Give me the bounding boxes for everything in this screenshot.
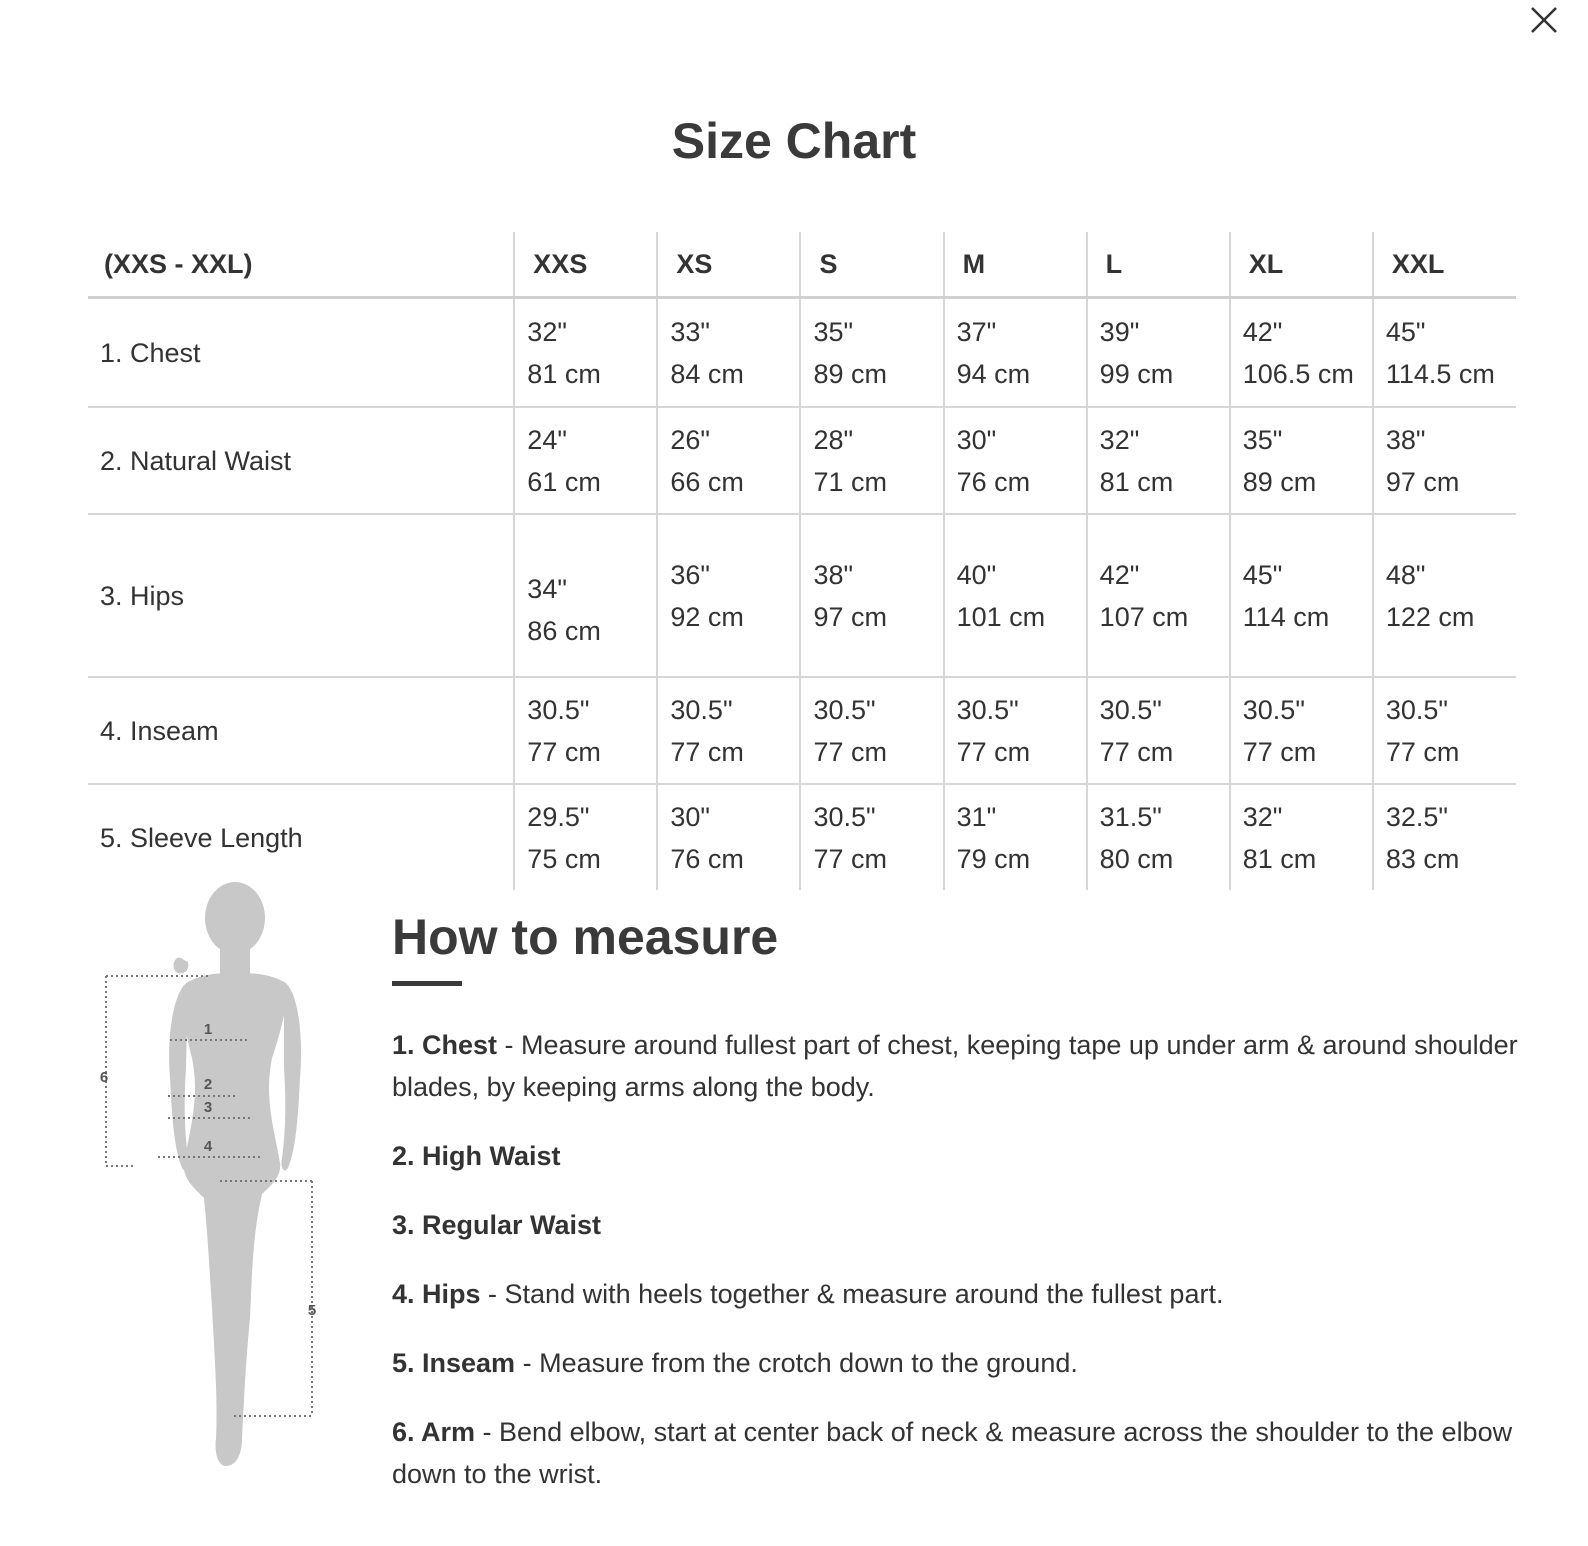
cell-cm: 77 cm: [527, 736, 601, 767]
cell-cm: 97 cm: [813, 601, 888, 632]
silhouette: [169, 882, 301, 1466]
cell-cm: 81 cm: [1099, 466, 1174, 497]
size-cell: [1087, 514, 1230, 677]
measure-step: [392, 1273, 1522, 1315]
size-cell: [514, 677, 657, 784]
size-cell: [514, 514, 657, 677]
size-header-xl: XL: [1230, 232, 1373, 298]
cell-cm: 86 cm: [527, 615, 601, 646]
size-cell: [514, 407, 657, 514]
marker-label-5: 5: [307, 1302, 317, 1319]
cell-inches: 32": [1242, 801, 1283, 832]
cell-cm: 99 cm: [1099, 358, 1174, 389]
size-cell: [1373, 407, 1516, 514]
cell-cm: 80 cm: [1099, 843, 1174, 874]
cell-inches: 30.5": [1099, 694, 1162, 725]
size-cell: [1373, 784, 1516, 890]
marker-label-1: 1: [203, 1021, 213, 1038]
cell-cm: 114 cm: [1242, 601, 1330, 632]
size-cell: [514, 298, 657, 408]
cell-cm: 81 cm: [1242, 843, 1317, 874]
cell-inches: 28": [813, 424, 854, 455]
cell-cm: 77 cm: [813, 843, 888, 874]
step-term: 2. High Waist: [392, 1141, 561, 1171]
cell-cm: 84 cm: [670, 358, 744, 389]
table-row: [88, 298, 1516, 408]
cell-inches: 30": [956, 424, 997, 455]
cell-inches: 38": [813, 559, 854, 590]
size-cell: [514, 784, 657, 890]
cell-cm: 77 cm: [1242, 736, 1317, 767]
size-cell: [1087, 784, 1230, 890]
table-row: [88, 514, 1516, 677]
cell-cm: 89 cm: [1242, 466, 1317, 497]
cell-cm: 66 cm: [670, 466, 744, 497]
size-cell: [1373, 677, 1516, 784]
cell-inches: 32.5": [1385, 801, 1448, 832]
heading-underline: [392, 981, 462, 986]
cell-inches: 35": [813, 316, 854, 347]
size-cell: [657, 407, 800, 514]
cell-cm: 61 cm: [527, 466, 601, 497]
cell-cm: 114.5 cm: [1385, 358, 1495, 389]
cell-inches: 30.5": [1242, 694, 1305, 725]
row-label: 3. Hips: [88, 514, 514, 677]
step-term: 1. Chest: [392, 1030, 498, 1060]
cell-inches: 40": [956, 559, 997, 590]
cell-inches: 29.5": [527, 801, 590, 832]
cell-inches: 30.5": [1385, 694, 1448, 725]
size-header-xs: XS: [657, 232, 800, 298]
size-cell: [1230, 784, 1373, 890]
size-cell: [800, 677, 943, 784]
cell-cm: 97 cm: [1385, 466, 1460, 497]
marker-label-6: 6: [99, 1069, 109, 1086]
marker-label-3: 3: [203, 1099, 213, 1116]
cell-inches: 30": [670, 801, 711, 832]
size-table: [88, 232, 1516, 890]
cell-cm: 89 cm: [813, 358, 888, 389]
cell-cm: 76 cm: [670, 843, 744, 874]
cell-cm: 94 cm: [956, 358, 1031, 389]
size-cell: [657, 298, 800, 408]
cell-inches: 31": [956, 801, 997, 832]
cell-cm: 77 cm: [1385, 736, 1460, 767]
cell-cm: 77 cm: [813, 736, 888, 767]
step-description: - Measure from the crotch down to the ground.: [515, 1348, 1078, 1378]
cell-cm: 83 cm: [1385, 843, 1460, 874]
cell-inches: 39": [1099, 316, 1140, 347]
cell-inches: 36": [670, 559, 711, 590]
measure-step: [392, 1135, 1522, 1177]
cell-inches: 48": [1385, 559, 1426, 590]
cell-inches: 31.5": [1099, 801, 1162, 832]
cell-cm: 92 cm: [670, 601, 744, 632]
size-cell: [1230, 677, 1373, 784]
table-header-range: (XXS - XXL): [88, 232, 514, 298]
body-measurement-figure: [92, 878, 332, 1478]
cell-inches: 42": [1099, 559, 1140, 590]
cell-inches: 33": [670, 316, 711, 347]
step-term: 3. Regular Waist: [392, 1210, 602, 1240]
cell-inches: 30.5": [813, 694, 876, 725]
table-row: [88, 784, 1516, 890]
cell-cm: 107 cm: [1099, 601, 1189, 632]
measure-steps-list: [392, 1024, 1522, 1495]
size-cell: [944, 514, 1087, 677]
how-to-heading: How to measure: [392, 909, 779, 965]
size-cell: [944, 407, 1087, 514]
cell-cm: 71 cm: [813, 466, 888, 497]
cell-inches: 30.5": [527, 694, 590, 725]
step-term: 6. Arm: [392, 1417, 476, 1447]
size-cell: [657, 677, 800, 784]
row-label: 5. Sleeve Length: [100, 822, 303, 853]
step-term: 4. Hips: [392, 1279, 481, 1309]
size-cell: [1087, 407, 1230, 514]
cell-inches: 42": [1242, 316, 1283, 347]
measure-step: [392, 1024, 1522, 1108]
cell-inches: 34": [527, 573, 567, 604]
size-cell: [800, 784, 943, 890]
measure-step: [392, 1342, 1522, 1384]
cell-cm: 75 cm: [527, 843, 601, 874]
row-label: 2. Natural Waist: [88, 407, 514, 514]
size-cell: [1087, 298, 1230, 408]
size-cell: [1373, 298, 1516, 408]
cell-inches: 38": [1385, 424, 1426, 455]
table-row: [88, 677, 1516, 784]
close-icon: [1528, 4, 1560, 36]
cell-inches: 45": [1242, 559, 1283, 590]
size-header-xxl: XXL: [1373, 232, 1516, 298]
size-header-m: M: [944, 232, 1087, 298]
size-cell: [800, 514, 943, 677]
close-button[interactable]: [1524, 0, 1564, 40]
cell-inches: 24": [527, 424, 567, 455]
cell-inches: 32": [527, 316, 567, 347]
cell-cm: 106.5 cm: [1242, 358, 1354, 389]
page-title: Size Chart: [671, 113, 917, 169]
cell-cm: 81 cm: [527, 358, 601, 389]
size-cell: [800, 298, 943, 408]
cell-inches: 32": [1099, 424, 1140, 455]
size-cell: [657, 514, 800, 677]
cell-cm: 77 cm: [1099, 736, 1174, 767]
size-cell: [1230, 407, 1373, 514]
row-label: 1. Chest: [88, 298, 514, 408]
cell-inches: 30.5": [956, 694, 1019, 725]
size-cell: [944, 784, 1087, 890]
step-description: - Bend elbow, start at center back of neck & measure across the shoulder to the elbow down to the wrist.: [392, 1417, 1513, 1489]
cell-inches: 35": [1242, 424, 1283, 455]
step-description: - Measure around fullest part of chest, keeping tape up under arm & around shoulder blades, by keeping arms along the body.: [392, 1030, 1518, 1102]
cell-cm: 79 cm: [956, 843, 1031, 874]
measure-step: [392, 1411, 1522, 1495]
step-term: 5. Inseam: [392, 1348, 516, 1378]
measure-step: [392, 1204, 1522, 1246]
size-cell: [1230, 298, 1373, 408]
body-silhouette-icon: [92, 878, 332, 1478]
size-header-l: L: [1087, 232, 1230, 298]
cell-cm: 76 cm: [956, 466, 1031, 497]
size-header-xxs: XXS: [514, 232, 657, 298]
cell-inches: 37": [956, 316, 997, 347]
cell-cm: 77 cm: [670, 736, 744, 767]
cell-inches: 26": [670, 424, 711, 455]
size-header-s: S: [800, 232, 943, 298]
table-row: [88, 407, 1516, 514]
row-label: 4. Inseam: [88, 677, 514, 784]
how-to-measure-section: [392, 905, 1522, 1522]
size-cell: [1230, 514, 1373, 677]
marker-label-2: 2: [203, 1076, 213, 1093]
size-cell: [800, 407, 943, 514]
size-cell: [1373, 514, 1516, 677]
size-cell: [657, 784, 800, 890]
cell-cm: 77 cm: [956, 736, 1031, 767]
size-cell: [944, 298, 1087, 408]
marker-label-4: 4: [203, 1138, 213, 1155]
cell-cm: 101 cm: [956, 601, 1046, 632]
table-header-row: [88, 232, 1516, 298]
size-cell: [944, 677, 1087, 784]
step-description: - Stand with heels together & measure around the fullest part.: [480, 1279, 1224, 1309]
cell-inches: 45": [1385, 316, 1426, 347]
cell-cm: 122 cm: [1385, 601, 1475, 632]
cell-inches: 30.5": [813, 801, 876, 832]
size-cell: [1087, 677, 1230, 784]
cell-inches: 30.5": [670, 694, 733, 725]
